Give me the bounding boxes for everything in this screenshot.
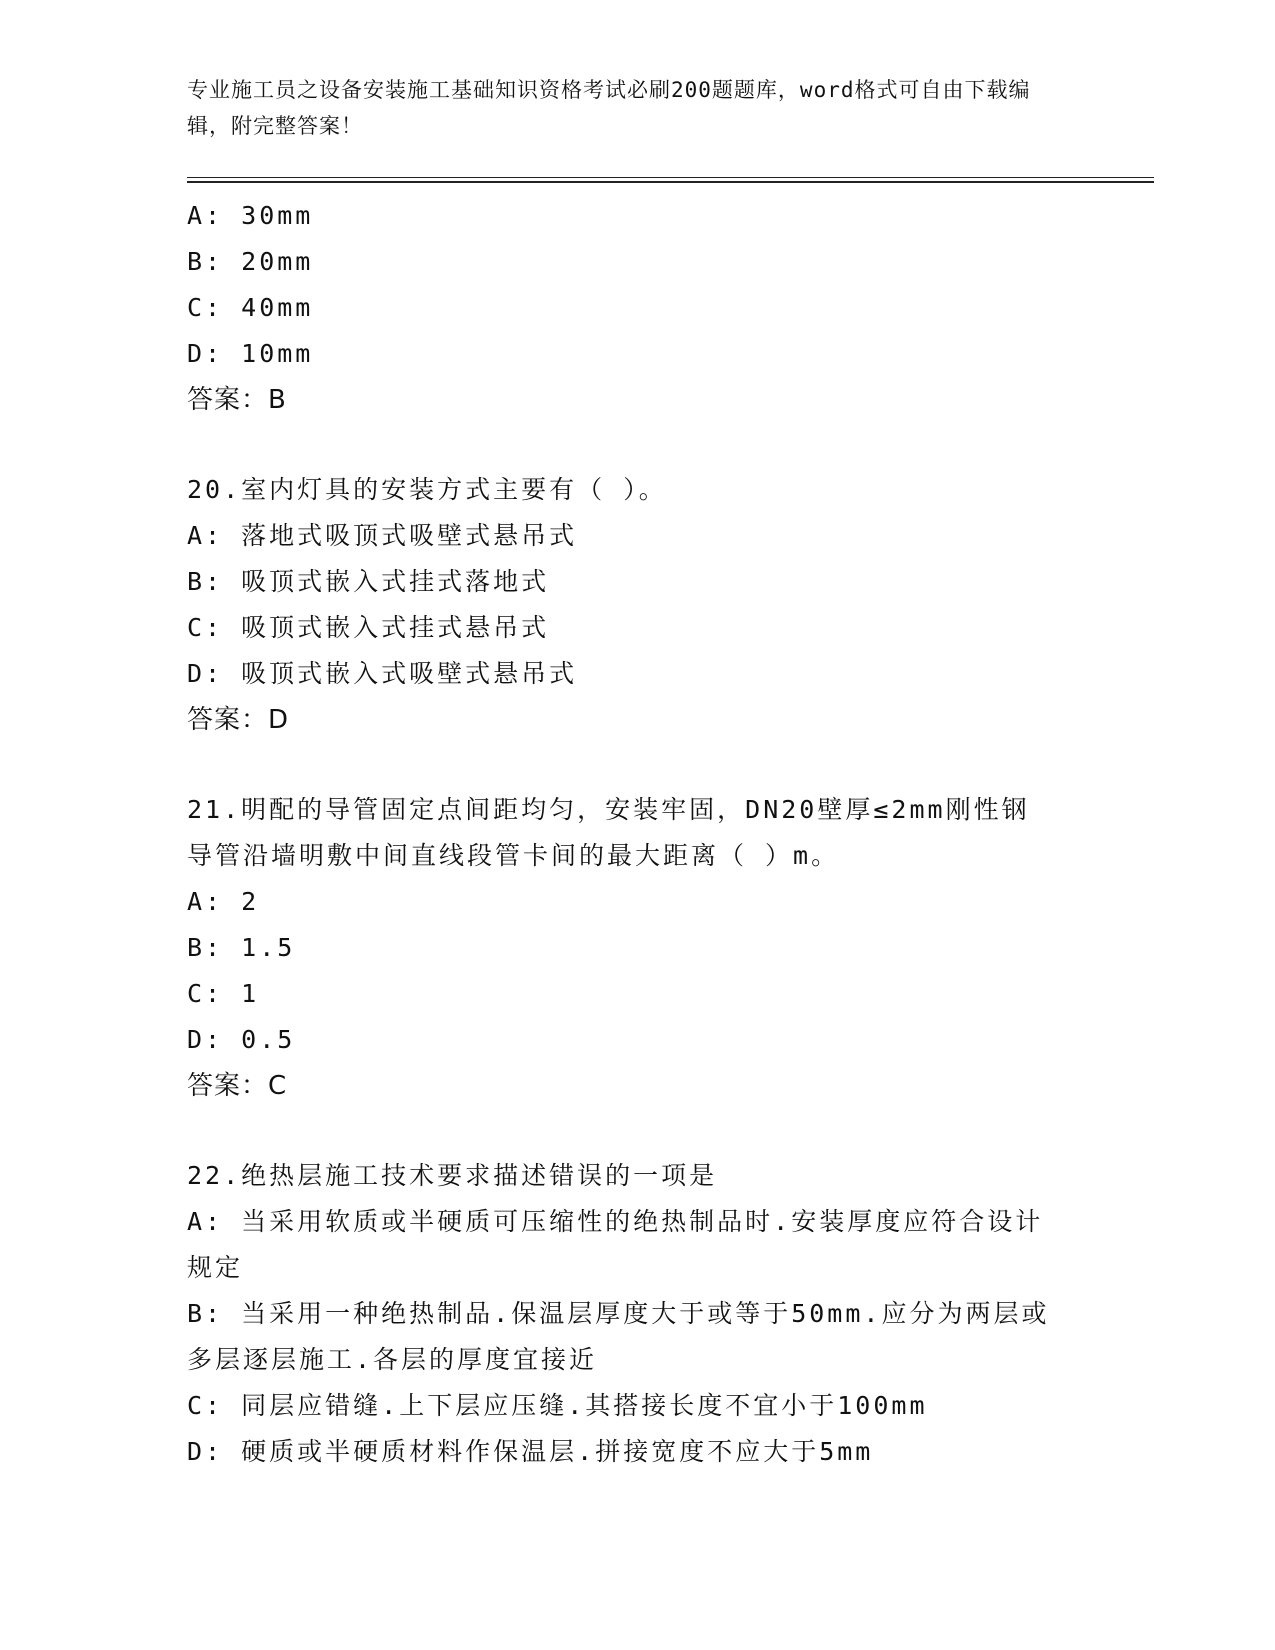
option-c: C: 1 [187,979,260,1008]
option-d: D: 0.5 [187,1025,296,1054]
header-divider [187,177,1154,183]
option-a: A: 落地式吸顶式吸壁式悬吊式 [187,521,578,550]
answer: 答案：B [187,385,287,415]
option-d: D: 硬质或半硬质材料作保温层.拼接宽度不应大于5mm [187,1437,874,1466]
option-c: C: 吸顶式嵌入式挂式悬吊式 [187,613,550,642]
header-title: 专业施工员之设备安装施工基础知识资格考试必刷200题题库，word格式可自由下载编辑，附完整答案！ [187,78,1031,138]
option-d: D: 吸顶式嵌入式吸壁式悬吊式 [187,659,578,688]
question-20 [187,467,1087,743]
question-text: 20.室内灯具的安装方式主要有（ ）。 [187,475,667,504]
option-c: C: 40mm [187,293,314,322]
question-21 [187,787,1087,1109]
answer: 答案：D [187,705,290,735]
question-22 [187,1153,1087,1475]
question-content [187,193,1087,1475]
option-b: B: 当采用一种绝热制品.保温层厚度大于或等于50mm.应分为两层或多层逐层施工.各层的厚度宜接近 [187,1299,1050,1374]
option-a: A: 当采用软质或半硬质可压缩性的绝热制品时.安装厚度应符合设计规定 [187,1207,1044,1282]
question-text: 22.绝热层施工技术要求描述错误的一项是 [187,1161,718,1190]
option-c: C: 同层应错缝.上下层应压缝.其搭接长度不宜小于100mm [187,1391,928,1420]
option-b: B: 1.5 [187,933,296,962]
question-text: 21.明配的导管固定点间距均匀，安装牢固，DN20壁厚≤2mm刚性钢导管沿墙明敷中间直线段管卡间的最大距离（ ）m。 [187,795,1030,870]
answer: 答案：C [187,1071,288,1101]
option-b: B: 20mm [187,247,314,276]
option-a: A: 30mm [187,201,314,230]
prev-question [187,193,1087,423]
option-b: B: 吸顶式嵌入式挂式落地式 [187,567,550,596]
option-a: A: 2 [187,887,260,916]
option-d: D: 10mm [187,339,314,368]
document-header [187,72,1067,144]
